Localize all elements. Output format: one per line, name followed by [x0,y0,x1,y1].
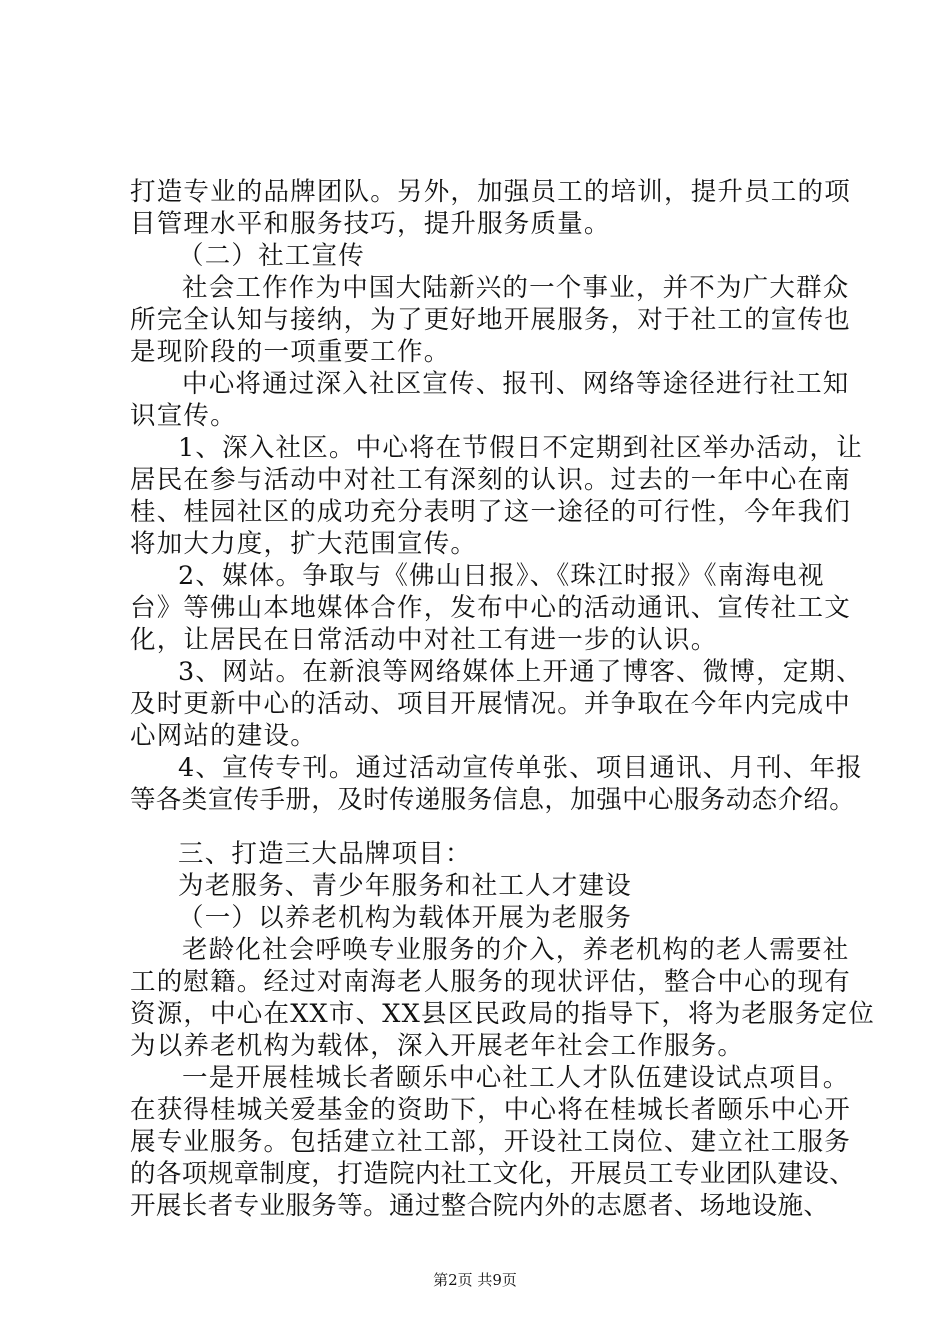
paragraph-line: 开展长者专业服务等。通过整合院内外的志愿者、场地设施、 [130,1191,830,1221]
paragraph-line: 3、网站。在新浪等网络媒体上开通了博客、微博，定期、 [178,657,863,687]
paragraph-line: 在获得桂城关爱基金的资助下，中心将在桂城长者颐乐中心开 [130,1095,851,1125]
paragraph-line: 桂、桂园社区的成功充分表明了这一途径的可行性，今年我们 [130,497,851,527]
paragraph-line: 的各项规章制度，打造院内社工文化，开展员工专业团队建设、 [130,1159,856,1189]
section-heading: 三、打造三大品牌项目： [178,839,472,869]
paragraph-line: 目管理水平和服务技巧，提升服务质量。 [130,209,611,239]
paragraph-line: 老龄化社会呼唤专业服务的介入，养老机构的老人需要社 [182,935,850,965]
paragraph-line: 1、深入社区。中心将在节假日不定期到社区举办活动，让 [178,433,863,463]
paragraph-line: 展专业服务。包括建立社工部，开设社工岗位、建立社工服务 [130,1127,851,1157]
paragraph-line: 等各类宣传手册，及时传递服务信息，加强中心服务动态介绍。 [130,785,856,815]
paragraph-line: 一是开展桂城长者颐乐中心社工人才队伍建设试点项目。 [182,1063,850,1093]
paragraph-line: 化，让居民在日常活动中对社工有进一步的认识。 [130,625,718,655]
section-heading: （二）社工宣传 [178,241,365,271]
paragraph-line: 打造专业的品牌团队。另外，加强员工的培训，提升员工的项 [130,177,851,207]
paragraph-line: 所完全认知与接纳，为了更好地开展服务，对于社工的宣传也 [130,305,851,335]
paragraph-line: 为以养老机构为载体，深入开展老年社会工作服务。 [130,1031,745,1061]
paragraph-line: 4、宣传专刊。通过活动宣传单张、项目通讯、月刊、年报 [178,753,863,783]
paragraph-line: 是现阶段的一项重要工作。 [130,337,451,367]
paragraph-line: 台》等佛山本地媒体合作，发布中心的活动通讯、宣传社工文 [130,593,851,623]
paragraph-line: 识宣传。 [130,401,237,431]
paragraph-line: 社会工作作为中国大陆新兴的一个事业，并不为广大群众 [182,273,850,303]
paragraph-line: 居民在参与活动中对社工有深刻的认识。过去的一年中心在南 [130,465,851,495]
paragraph-line: 将加大力度，扩大范围宣传。 [130,529,478,559]
paragraph-line: 工的慰籍。经过对南海老人服务的现状评估，整合中心的现有 [130,967,851,997]
paragraph-line: 2、媒体。争取与《佛山日报》、《珠江时报》《南海电视 [178,561,825,591]
paragraph-line: 心网站的建设。 [130,721,317,751]
section-heading: （一）以养老机构为载体开展为老服务 [178,903,632,933]
paragraph-line: 中心将通过深入社区宣传、报刊、网络等途径进行社工知 [182,369,850,399]
page-footer: 第2页 共9页 [433,1271,517,1289]
paragraph-line: 及时更新中心的活动、项目开展情况。并争取在今年内完成中 [130,689,851,719]
section-subheading: 为老服务、青少年服务和社工人才建设 [178,871,632,901]
paragraph-line: 资源，中心在XX市、XX县区民政局的指导下，将为老服务定位 [130,999,875,1029]
